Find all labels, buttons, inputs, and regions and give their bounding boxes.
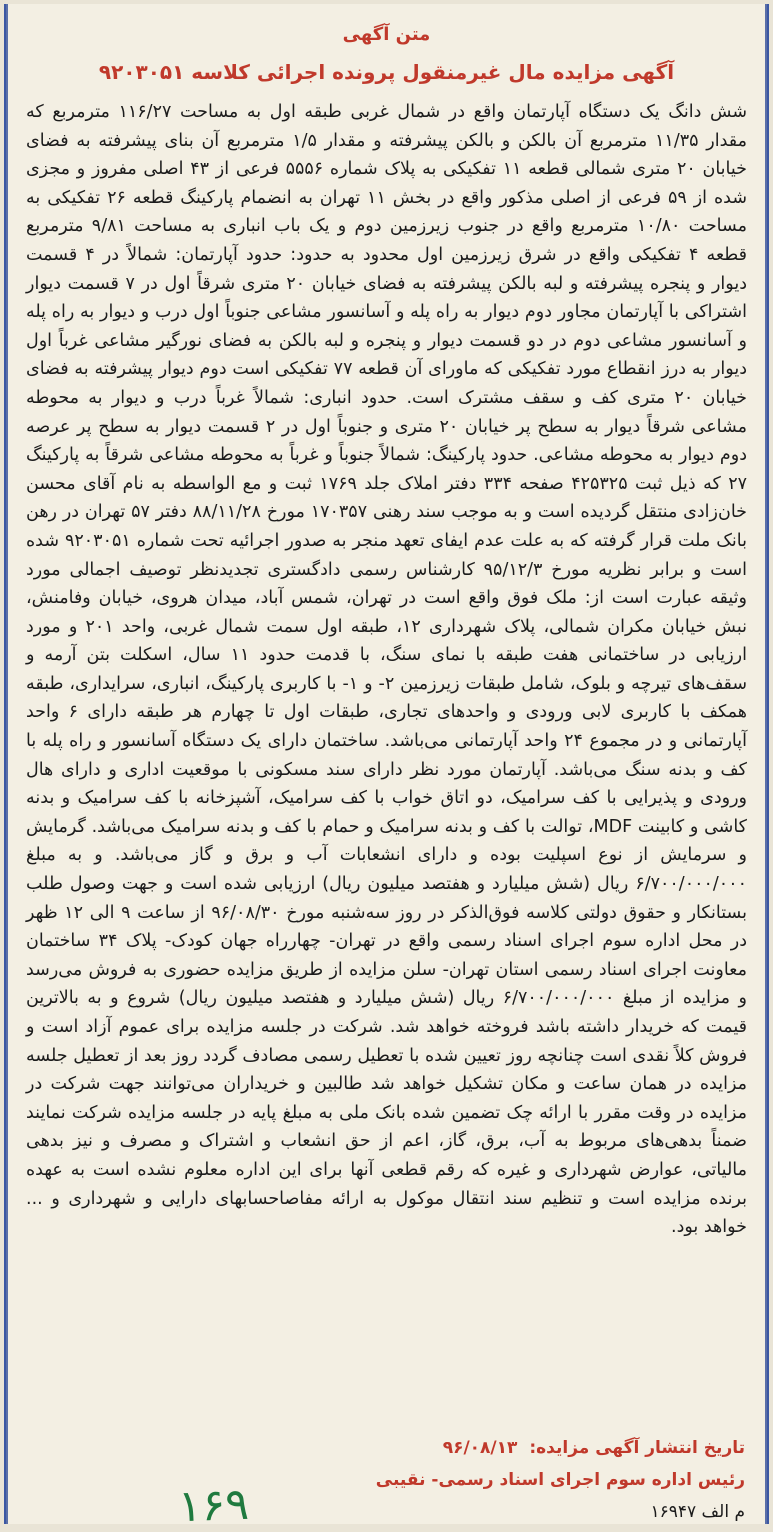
notice-label: متن آگهی [342,24,431,45]
publish-date: ۹۶/۰۸/۱۳ [442,1438,518,1458]
reference-code: م الف ۱۶۹۴۷ [650,1502,745,1522]
publish-line [443,1438,745,1458]
signature: رئیس اداره سوم اجرای اسناد رسمی- نقیبی [375,1470,745,1490]
publish-label: تاریخ انتشار آگهی مزایده: [529,1438,745,1458]
notice-clipping [6,4,767,1532]
notice-body: شش دانگ یک دستگاه آپارتمان واقع در شمال غربی طبقه اول به مساحت ۱۱۶/۲۷ مترمربع که مقدار ۱۱/۳۵ مترمربع آن بالکن و بالکن پیشرفته و مقدار ۱/۵ مترمربع آن بنای پیشرفته به فضای خیابان ۲۰ متری شمالی قطعه ۱۱ تفکیکی به پلاک شماره ۵۵۵۶ فرعی از ۴۳ اصلی مفروز و مجزی شده از ۵۹ فرعی از اصلی مذکور واقع در بخش ۱۱ تهران به انضمام پارکینگ قطعه ۲۶ تفکیکی به مساحت ۱۰/۸۰ مترمربع واقع در جنوب زیرزمین دوم و یک باب انباری به مساحت ۹/۸۱ مترمربع قطعه ۴ تفکیکی واقع در شرق زیرزمین اول محدود به حدود: حدود آپارتمان: شمالاً در ۴ قسمت دیوار و پنجره پیشرفته و لبه بالکن پیشرفته به فضای خیابان ۲۰ متری شرقاً اول در ۷ قسمت دیوار اشتراکی با آپارتمان مجاور دوم دیوار به راه پله و آسانسور مشاعی جنوباً اول درب و دیوار به راه پله و آسانسور مشاعی دوم در دو قسمت دیوار و پنجره و لبه بالکن به فضای نورگیر مشاعی غرباً اول دیوار به درز انقطاع مورد تفکیکی که ماورای آن قطعه ۷۷ تفکیکی است دوم دیوار پیشرفته به فضای خیابان ۲۰ متری کف و سقف مشترک است. حدود انباری: شمالاً غرباً درب و دیوار به محوطه مشاعی شرقاً دیوار به سطح پر خیابان ۲۰ متری و جنوباً اول در ۲ قسمت دیوار به سطح پر عرصه دوم دیوار به محوطه مشاعی. حدود پارکینگ: شمالاً جنوباً و غرباً به محوطه مشاعی شرقاً به پارکینگ ۲۷ که ذیل ثبت ۴۲۵۳۲۵ صفحه ۳۳۴ دفتر املاک جلد ۱۷۶۹ ثبت و مع الواسطه به نام آقای محسن خان‌زادی منتقل گردیده است و به موجب سند رهنی ۱۷۰۳۵۷ مورخ ۸۸/۱۱/۲۸ دفتر ۵۷ تهران در رهن بانک ملت قرار گرفته که به علت عدم ایفای تعهد منجر به صدور اجرائیه تحت شماره ۹۲۰۳۰۵۱ شده است و برابر نظریه مورخ ۹۵/۱۲/۳ کارشناس رسمی دادگستری تجدیدنظر توصیف اجمالی مورد وثیقه عبارت است از: ملک فوق واقع است در تهران، شمس آباد، میدان هروی، خیابان وفامنش، نبش خیابان مکران شمالی، پلاک شهرداری ۱۲، طبقه اول سمت شمال غربی، واحد ۲۰۱ و مورد ارزیابی در ساختمانی هفت طبقه با نمای سنگ، با قدمت حدود ۱۱ سال، اسکلت بتن آرمه و سقف‌های تیرچه و بلوک، شامل طبقات زیرزمین ۲- و ۱- با کاربری پارکینگ، انباری، سرایداری، طبقه همکف با کاربری لابی ورودی و واحدهای تجاری، طبقات اول تا چهارم هر طبقه دارای ۶ واحد آپارتمانی و در مجموع ۲۴ واحد آپارتمانی می‌باشد. ساختمان دارای یک دستگاه آسانسور و راه پله با کف و بدنه سنگ می‌باشد. آپارتمان مورد نظر دارای سند مسکونی با موقعیت اداری و دارای هال ورودی و پذیرایی با کف سرامیک، دو اتاق خواب با کف سرامیک، آشپزخانه با کف سرامیک و بدنه کاشی و کابینت MDF، توالت با کف و بدنه سرامیک و حمام با کف و بدنه سرامیک می‌باشد. گرمایش و سرمایش از نوع اسپلیت بوده و دارای انشعابات آب و برق و گاز می‌باشد. و به مبلغ ۶/۷۰۰/۰۰۰/۰۰۰ ریال (شش میلیارد و هفتصد میلیون ریال) ارزیابی شده است و جهت وصول طلب بستانکار و حقوق دولتی کلاسه فوق‌الذکر در روز سه‌شنبه مورخ ۹۶/۰۸/۳۰ از ساعت ۹ الی ۱۲ ظهر در محل اداره سوم اجرای اسناد رسمی واقع در تهران- چهارراه جهان کودک- پلاک ۳۴ ساختمان معاونت اجرای اسناد رسمی استان تهران- سلن مزایده از طریق مزایده حضوری به فروش می‌رسد و مزایده از مبلغ ۶/۷۰۰/۰۰۰/۰۰۰ ریال (شش میلیارد و هفتصد میلیون ریال) شروع و به بالاترین قیمت که خریدار داشته باشد فروخته خواهد شد. شرکت در جلسه مزایده برای عموم آزاد است و فروش کلاً نقدی است چنانچه روز تعیین شده با تعطیل رسمی مصادف گردد روز بعد از تعطیل جلسه مزایده در همان ساعت و مکان تشکیل خواهد شد طالبین و خریداران می‌توانند جهت شرکت در مزایده در وقت مقرر با ارائه چک تضمین شده بانک ملی به مبلغ پایه در جلسه مزایده شرکت نمایند ضمناً بدهی‌های مربوط به آب، برق، گاز، اعم از حق انشعاب و اشتراک و مصرف و نیز بدهی مالیاتی، عوارض شهرداری و غیره که رقم قطعی آنها برای این اداره معلوم نشده است به عهده برنده مزایده است و تنظیم سند انتقال موکول به ارائه مفاصاحسابهای دارایی و شهرداری و ... خواهد بود. [26,102,748,1238]
handwritten-number: ۱۶۹ [177,1478,250,1532]
notice-title: آگهی مزایده مال غیرمنقول پرونده اجرائی کلاسه ۹۲۰۳۰۵۱ [98,60,675,84]
